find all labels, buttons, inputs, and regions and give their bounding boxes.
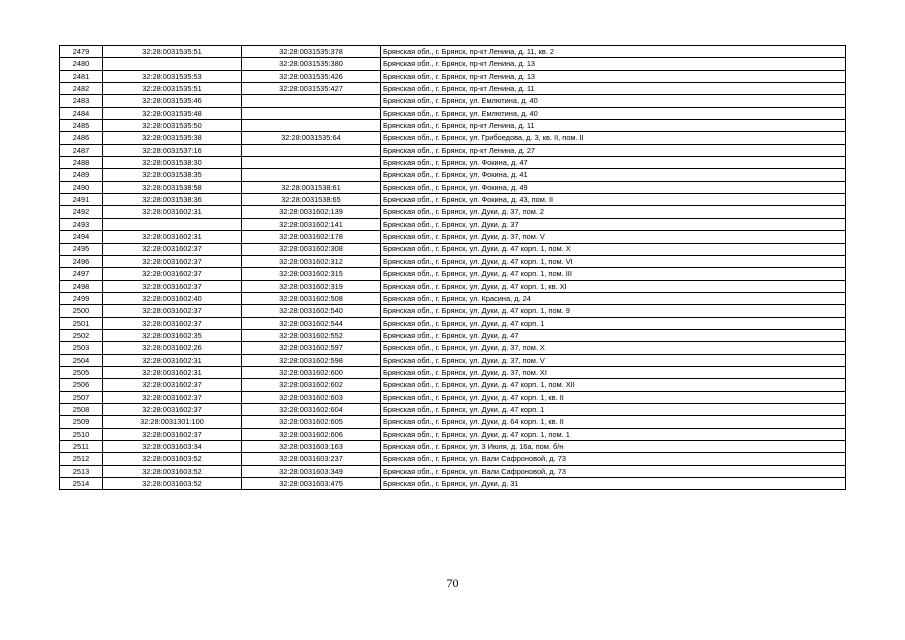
land-cadastral-number-cell: 32:28:0031535:53 — [103, 70, 242, 82]
land-cadastral-number-cell: 32:28:0031535:48 — [103, 107, 242, 119]
row-number-cell: 2509 — [60, 416, 103, 428]
row-number-cell: 2512 — [60, 453, 103, 465]
table-row — [60, 157, 846, 169]
land-cadastral-number-cell: 32:28:0031535:38 — [103, 132, 242, 144]
row-number-cell: 2507 — [60, 391, 103, 403]
land-cadastral-number-cell: 32:28:0031602:37 — [103, 379, 242, 391]
address-cell: Брянская обл., г. Брянск, ул. Вали Сафроновой, д. 73 — [381, 453, 846, 465]
address-cell: Брянская обл., г. Брянск, ул. Дуки, д. 37, пом. V — [381, 354, 846, 366]
row-number-cell: 2494 — [60, 231, 103, 243]
address-cell: Брянская обл., г. Брянск, ул. Фокина, д. 49 — [381, 181, 846, 193]
object-cadastral-number-cell: 32:28:0031535:427 — [242, 83, 381, 95]
row-number-cell: 2513 — [60, 465, 103, 477]
row-number-cell: 2514 — [60, 478, 103, 490]
row-number-cell: 2508 — [60, 403, 103, 415]
object-cadastral-number-cell: 32:28:0031602:598 — [242, 354, 381, 366]
table-row — [60, 391, 846, 403]
table-row — [60, 416, 846, 428]
table-row — [60, 342, 846, 354]
object-cadastral-number-cell: 32:28:0031602:178 — [242, 231, 381, 243]
table-row — [60, 268, 846, 280]
table-row — [60, 403, 846, 415]
address-cell: Брянская обл., г. Брянск, ул. Дуки, д. 37, пом. XI — [381, 366, 846, 378]
object-cadastral-number-cell: 32:28:0031602:597 — [242, 342, 381, 354]
address-cell: Брянская обл., г. Брянск, ул. Дуки, д. 47 корп. 1, кв. II — [381, 391, 846, 403]
address-cell: Брянская обл., г. Брянск, ул. Дуки, д. 31 — [381, 478, 846, 490]
address-cell: Брянская обл., г. Брянск, пр-кт Ленина, д. 13 — [381, 70, 846, 82]
table-row — [60, 46, 846, 58]
land-cadastral-number-cell: 32:28:0031535:51 — [103, 83, 242, 95]
address-cell: Брянская обл., г. Брянск, ул. Дуки, д. 47 корп. 1, пом. 9 — [381, 305, 846, 317]
row-number-cell: 2481 — [60, 70, 103, 82]
row-number-cell: 2501 — [60, 317, 103, 329]
row-number-cell: 2510 — [60, 428, 103, 440]
land-cadastral-number-cell: 32:28:0031535:51 — [103, 46, 242, 58]
row-number-cell: 2479 — [60, 46, 103, 58]
object-cadastral-number-cell: 32:28:0031603:237 — [242, 453, 381, 465]
table-row — [60, 465, 846, 477]
row-number-cell: 2505 — [60, 366, 103, 378]
address-cell: Брянская обл., г. Брянск, ул. Дуки, д. 47 корп. 1 — [381, 403, 846, 415]
row-number-cell: 2498 — [60, 280, 103, 292]
address-cell: Брянская обл., г. Брянск, ул. Дуки, д. 47 корп. 1, пом. X — [381, 243, 846, 255]
row-number-cell: 2486 — [60, 132, 103, 144]
table-row — [60, 305, 846, 317]
address-cell: Брянская обл., г. Брянск, ул. Емлютина, д. 40 — [381, 95, 846, 107]
land-cadastral-number-cell: 32:28:0031602:37 — [103, 317, 242, 329]
object-cadastral-number-cell: 32:28:0031603:475 — [242, 478, 381, 490]
object-cadastral-number-cell: 32:28:0031602:605 — [242, 416, 381, 428]
object-cadastral-number-cell: 32:28:0031538:65 — [242, 194, 381, 206]
row-number-cell: 2506 — [60, 379, 103, 391]
row-number-cell: 2484 — [60, 107, 103, 119]
address-cell: Брянская обл., г. Брянск, ул. Дуки, д. 37, пом. X — [381, 342, 846, 354]
table-row — [60, 181, 846, 193]
object-cadastral-number-cell — [242, 169, 381, 181]
address-cell: Брянская обл., г. Брянск, ул. Фокина, д. 41 — [381, 169, 846, 181]
address-cell: Брянская обл., г. Брянск, ул. Дуки, д. 47 — [381, 329, 846, 341]
object-cadastral-number-cell: 32:28:0031602:604 — [242, 403, 381, 415]
land-cadastral-number-cell: 32:28:0031603:34 — [103, 441, 242, 453]
object-cadastral-number-cell: 32:28:0031602:540 — [242, 305, 381, 317]
address-cell: Брянская обл., г. Брянск, ул. Дуки, д. 37 — [381, 218, 846, 230]
table-row — [60, 354, 846, 366]
object-cadastral-number-cell: 32:28:0031602:312 — [242, 255, 381, 267]
table-row — [60, 255, 846, 267]
table-row — [60, 58, 846, 70]
land-cadastral-number-cell: 32:28:0031602:37 — [103, 255, 242, 267]
object-cadastral-number-cell — [242, 107, 381, 119]
object-cadastral-number-cell: 32:28:0031535:64 — [242, 132, 381, 144]
address-cell: Брянская обл., г. Брянск, ул. Дуки, д. 47 корп. 1, пом. XII — [381, 379, 846, 391]
object-cadastral-number-cell: 32:28:0031602:600 — [242, 366, 381, 378]
address-cell: Брянская обл., г. Брянск, пр-кт Ленина, д. 11, кв. 2 — [381, 46, 846, 58]
table-row — [60, 428, 846, 440]
table-row — [60, 441, 846, 453]
address-cell: Брянская обл., г. Брянск, ул. Вали Сафроновой, д. 73 — [381, 465, 846, 477]
table-body — [60, 46, 846, 490]
object-cadastral-number-cell — [242, 120, 381, 132]
land-cadastral-number-cell: 32:28:0031602:37 — [103, 403, 242, 415]
row-number-cell: 2497 — [60, 268, 103, 280]
object-cadastral-number-cell: 32:28:0031603:163 — [242, 441, 381, 453]
object-cadastral-number-cell: 32:28:0031603:349 — [242, 465, 381, 477]
land-cadastral-number-cell: 32:28:0031535:50 — [103, 120, 242, 132]
address-cell: Брянская обл., г. Брянск, ул. Дуки, д. 47 корп. 1 — [381, 317, 846, 329]
address-cell: Брянская обл., г. Брянск, ул. Грибоедова, д. 3, кв. II, пом. II — [381, 132, 846, 144]
object-cadastral-number-cell: 32:28:0031602:139 — [242, 206, 381, 218]
object-cadastral-number-cell: 32:28:0031602:606 — [242, 428, 381, 440]
table-row — [60, 107, 846, 119]
row-number-cell: 2483 — [60, 95, 103, 107]
table-row — [60, 292, 846, 304]
row-number-cell: 2499 — [60, 292, 103, 304]
table-row — [60, 95, 846, 107]
object-cadastral-number-cell: 32:28:0031602:308 — [242, 243, 381, 255]
land-cadastral-number-cell: 32:28:0031603:52 — [103, 465, 242, 477]
table-row — [60, 132, 846, 144]
address-cell: Брянская обл., г. Брянск, ул. Дуки, д. 47 корп. 1, пом. VI — [381, 255, 846, 267]
object-cadastral-number-cell — [242, 144, 381, 156]
address-cell: Брянская обл., г. Брянск, ул. Дуки, д. 47 корп. 1, кв. XI — [381, 280, 846, 292]
object-cadastral-number-cell: 32:28:0031538:61 — [242, 181, 381, 193]
row-number-cell: 2490 — [60, 181, 103, 193]
land-cadastral-number-cell: 32:28:0031538:58 — [103, 181, 242, 193]
land-cadastral-number-cell: 32:28:0031538:36 — [103, 194, 242, 206]
land-cadastral-number-cell: 32:28:0031538:35 — [103, 169, 242, 181]
row-number-cell: 2493 — [60, 218, 103, 230]
row-number-cell: 2496 — [60, 255, 103, 267]
land-cadastral-number-cell: 32:28:0031602:40 — [103, 292, 242, 304]
land-cadastral-number-cell: 32:28:0031602:37 — [103, 428, 242, 440]
address-cell: Брянская обл., г. Брянск, пр-кт Ленина, д. 13 — [381, 58, 846, 70]
address-cell: Брянская обл., г. Брянск, ул. Дуки, д. 47 корп. 1, пом. 1 — [381, 428, 846, 440]
land-cadastral-number-cell: 32:28:0031602:26 — [103, 342, 242, 354]
object-cadastral-number-cell: 32:28:0031602:508 — [242, 292, 381, 304]
land-cadastral-number-cell: 32:28:0031602:37 — [103, 243, 242, 255]
table-row — [60, 280, 846, 292]
address-cell: Брянская обл., г. Брянск, ул. Емлютина, д. 40 — [381, 107, 846, 119]
table-row — [60, 243, 846, 255]
row-number-cell: 2489 — [60, 169, 103, 181]
address-cell: Брянская обл., г. Брянск, ул. Фокина, д. 47 — [381, 157, 846, 169]
table-row — [60, 379, 846, 391]
table-row — [60, 169, 846, 181]
land-cadastral-number-cell: 32:28:0031602:31 — [103, 206, 242, 218]
address-cell: Брянская обл., г. Брянск, ул. Дуки, д. 37, пом. V — [381, 231, 846, 243]
land-cadastral-number-cell: 32:28:0031602:37 — [103, 305, 242, 317]
land-cadastral-number-cell: 32:28:0031602:37 — [103, 280, 242, 292]
row-number-cell: 2503 — [60, 342, 103, 354]
object-cadastral-number-cell: 32:28:0031602:602 — [242, 379, 381, 391]
row-number-cell: 2504 — [60, 354, 103, 366]
table-row — [60, 317, 846, 329]
page-number: 70 — [446, 576, 459, 590]
row-number-cell: 2511 — [60, 441, 103, 453]
address-cell: Брянская обл., г. Брянск, пр-кт Ленина, д. 11 — [381, 83, 846, 95]
object-cadastral-number-cell: 32:28:0031535:380 — [242, 58, 381, 70]
address-cell: Брянская обл., г. Брянск, ул. 3 Июля, д. 16а, пом. б/н — [381, 441, 846, 453]
object-cadastral-number-cell: 32:28:0031602:315 — [242, 268, 381, 280]
table-row — [60, 70, 846, 82]
table-row — [60, 206, 846, 218]
row-number-cell: 2480 — [60, 58, 103, 70]
table-row — [60, 478, 846, 490]
object-cadastral-number-cell: 32:28:0031602:603 — [242, 391, 381, 403]
object-cadastral-number-cell: 32:28:0031602:141 — [242, 218, 381, 230]
row-number-cell: 2485 — [60, 120, 103, 132]
address-cell: Брянская обл., г. Брянск, ул. Дуки, д. 47 корп. 1, пом. III — [381, 268, 846, 280]
land-cadastral-number-cell: 32:28:0031603:52 — [103, 478, 242, 490]
address-cell: Брянская обл., г. Брянск, пр-кт Ленина, д. 11 — [381, 120, 846, 132]
object-cadastral-number-cell: 32:28:0031602:544 — [242, 317, 381, 329]
land-cadastral-number-cell: 32:28:0031535:46 — [103, 95, 242, 107]
row-number-cell: 2502 — [60, 329, 103, 341]
land-cadastral-number-cell: 32:28:0031602:35 — [103, 329, 242, 341]
land-cadastral-number-cell: 32:28:0031602:37 — [103, 391, 242, 403]
land-cadastral-number-cell: 32:28:0031602:31 — [103, 231, 242, 243]
address-cell: Брянская обл., г. Брянск, ул. Красина, д. 24 — [381, 292, 846, 304]
address-cell: Брянская обл., г. Брянск, пр-кт Ленина, д. 27 — [381, 144, 846, 156]
table-row — [60, 194, 846, 206]
object-cadastral-number-cell: 32:28:0031535:426 — [242, 70, 381, 82]
land-cadastral-number-cell: 32:28:0031603:52 — [103, 453, 242, 465]
address-cell: Брянская обл., г. Брянск, ул. Дуки, д. 37, пом. 2 — [381, 206, 846, 218]
land-cadastral-number-cell — [103, 218, 242, 230]
object-cadastral-number-cell: 32:28:0031602:319 — [242, 280, 381, 292]
land-cadastral-number-cell — [103, 58, 242, 70]
row-number-cell: 2491 — [60, 194, 103, 206]
object-cadastral-number-cell — [242, 157, 381, 169]
row-number-cell: 2488 — [60, 157, 103, 169]
table-row — [60, 83, 846, 95]
row-number-cell: 2482 — [60, 83, 103, 95]
land-cadastral-number-cell: 32:28:0031301:100 — [103, 416, 242, 428]
land-cadastral-number-cell: 32:28:0031602:31 — [103, 366, 242, 378]
address-cell: Брянская обл., г. Брянск, ул. Фокина, д. 43, пом. II — [381, 194, 846, 206]
table-row — [60, 120, 846, 132]
object-cadastral-number-cell: 32:28:0031602:552 — [242, 329, 381, 341]
object-cadastral-number-cell: 32:28:0031535:378 — [242, 46, 381, 58]
land-cadastral-number-cell: 32:28:0031538:30 — [103, 157, 242, 169]
table-row — [60, 231, 846, 243]
address-cell: Брянская обл., г. Брянск, ул. Дуки, д. 64 корп. 1, кв. II — [381, 416, 846, 428]
land-cadastral-number-cell: 32:28:0031602:37 — [103, 268, 242, 280]
table-row — [60, 329, 846, 341]
land-cadastral-number-cell: 32:28:0031537:16 — [103, 144, 242, 156]
land-cadastral-number-cell: 32:28:0031602:31 — [103, 354, 242, 366]
table-row — [60, 453, 846, 465]
object-cadastral-number-cell — [242, 95, 381, 107]
row-number-cell: 2495 — [60, 243, 103, 255]
row-number-cell: 2492 — [60, 206, 103, 218]
table-row — [60, 366, 846, 378]
row-number-cell: 2500 — [60, 305, 103, 317]
row-number-cell: 2487 — [60, 144, 103, 156]
table-row — [60, 144, 846, 156]
table-row — [60, 218, 846, 230]
cadastral-registry-table — [59, 45, 846, 490]
